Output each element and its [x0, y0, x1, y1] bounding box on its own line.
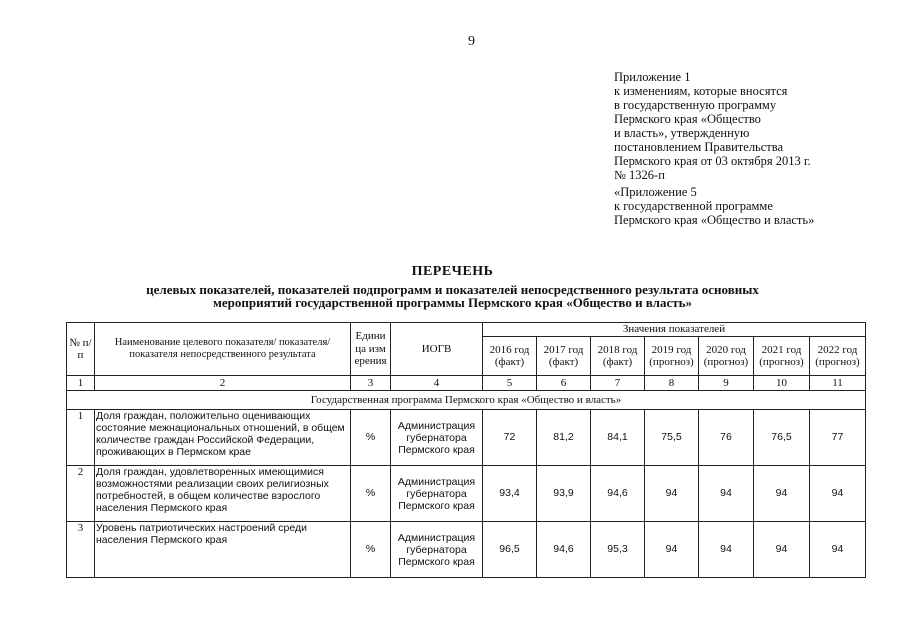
row-number: 3 — [67, 522, 95, 578]
indicator-value: 84,1 — [591, 410, 645, 466]
indicator-value: 94,6 — [591, 466, 645, 522]
indicator-unit: % — [351, 522, 391, 578]
column-number: 10 — [754, 376, 810, 391]
header-year: 2018 год (факт) — [591, 337, 645, 376]
indicator-iogv: Администрация губернатора Пермского края — [391, 522, 483, 578]
row-number: 1 — [67, 410, 95, 466]
section-row — [67, 391, 866, 410]
indicator-value: 94 — [810, 522, 866, 578]
indicator-value: 94 — [699, 522, 754, 578]
indicator-value: 81,2 — [537, 410, 591, 466]
section-title: Государственная программа Пермского края «Общество и власть» — [67, 391, 866, 410]
header-name: Наименование целевого показателя/ показателя/ показателя непосредственного результата — [95, 323, 351, 376]
appendix-5-block — [614, 185, 814, 227]
header-values-group: Значения показателей — [483, 323, 866, 337]
page-number: 9 — [468, 34, 475, 49]
header-num: № п/п — [67, 323, 95, 376]
appendix-1-line: к изменениям, которые вносятся — [614, 84, 788, 98]
appendix-1-line: № 1326-п — [614, 168, 665, 182]
indicator-value: 76 — [699, 410, 754, 466]
header-iogv: ИОГВ — [391, 323, 483, 376]
indicator-value: 94 — [754, 522, 810, 578]
header-year: 2016 год (факт) — [483, 337, 537, 376]
indicator-iogv: Администрация губернатора Пермского края — [391, 410, 483, 466]
column-number: 7 — [591, 376, 645, 391]
indicator-value: 93,9 — [537, 466, 591, 522]
indicator-name: Уровень патриотических настроений среди населения Пермского края — [95, 522, 351, 578]
row-number: 2 — [67, 466, 95, 522]
indicator-value: 94 — [699, 466, 754, 522]
table-row — [67, 410, 866, 466]
column-number: 8 — [645, 376, 699, 391]
appendix-1-block — [614, 70, 811, 182]
indicator-value: 94 — [810, 466, 866, 522]
indicator-value: 96,5 — [483, 522, 537, 578]
table-row — [67, 466, 866, 522]
document-subtitle-line-2: мероприятий государственной программы Пермского края «Общество и власть» — [213, 295, 692, 310]
indicator-name: Доля граждан, удовлетворенных имеющимися возможностями реализации своих религиозных потребностей, в общем количестве взрослого населения Пермского края — [95, 466, 351, 522]
header-year: 2019 год (прогноз) — [645, 337, 699, 376]
appendix-1-line: постановлением Правительства — [614, 140, 784, 154]
indicator-name: Доля граждан, положительно оценивающих состояние межнациональных отношений, в общем количестве граждан Российской Федерации, проживающих в Пермском крае — [95, 410, 351, 466]
appendix-1-line: Пермского края от 03 октября 2013 г. — [614, 154, 811, 168]
column-number: 4 — [391, 376, 483, 391]
column-number: 11 — [810, 376, 866, 391]
indicator-value: 94,6 — [537, 522, 591, 578]
indicator-value: 72 — [483, 410, 537, 466]
indicator-value: 76,5 — [754, 410, 810, 466]
appendix-1-line: в государственную программу — [614, 98, 777, 112]
column-number: 2 — [95, 376, 351, 391]
appendix-5-line: «Приложение 5 — [614, 185, 697, 199]
appendix-1-line: Пермского края «Общество — [614, 112, 761, 126]
appendix-1-line: Приложение 1 — [614, 70, 691, 84]
header-unit: Единица измерения — [351, 323, 391, 376]
column-number: 5 — [483, 376, 537, 391]
appendix-5-line: к государственной программе — [614, 199, 773, 213]
appendix-1-line: и власть», утвержденную — [614, 126, 750, 140]
indicator-iogv: Администрация губернатора Пермского края — [391, 466, 483, 522]
indicator-unit: % — [351, 410, 391, 466]
indicator-value: 94 — [645, 466, 699, 522]
document-title: ПЕРЕЧЕНЬ — [411, 264, 494, 279]
indicator-value: 75,5 — [645, 410, 699, 466]
indicator-unit: % — [351, 466, 391, 522]
column-number: 3 — [351, 376, 391, 391]
indicator-value: 77 — [810, 410, 866, 466]
header-year: 2021 год (прогноз) — [754, 337, 810, 376]
column-number: 9 — [699, 376, 754, 391]
header-year: 2017 год (факт) — [537, 337, 591, 376]
indicator-value: 95,3 — [591, 522, 645, 578]
document-subtitle-line-1: целевых показателей, показателей подпрограмм и показателей непосредственного результата основных — [146, 282, 759, 297]
indicator-value: 94 — [645, 522, 699, 578]
indicator-value: 93,4 — [483, 466, 537, 522]
column-number-row — [67, 376, 866, 391]
column-number: 6 — [537, 376, 591, 391]
appendix-5-line: Пермского края «Общество и власть» — [614, 213, 815, 227]
table-row — [67, 522, 866, 578]
header-year: 2020 год (прогноз) — [699, 337, 754, 376]
indicators-table — [66, 322, 866, 578]
indicator-value: 94 — [754, 466, 810, 522]
column-number: 1 — [67, 376, 95, 391]
header-year: 2022 год (прогноз) — [810, 337, 866, 376]
